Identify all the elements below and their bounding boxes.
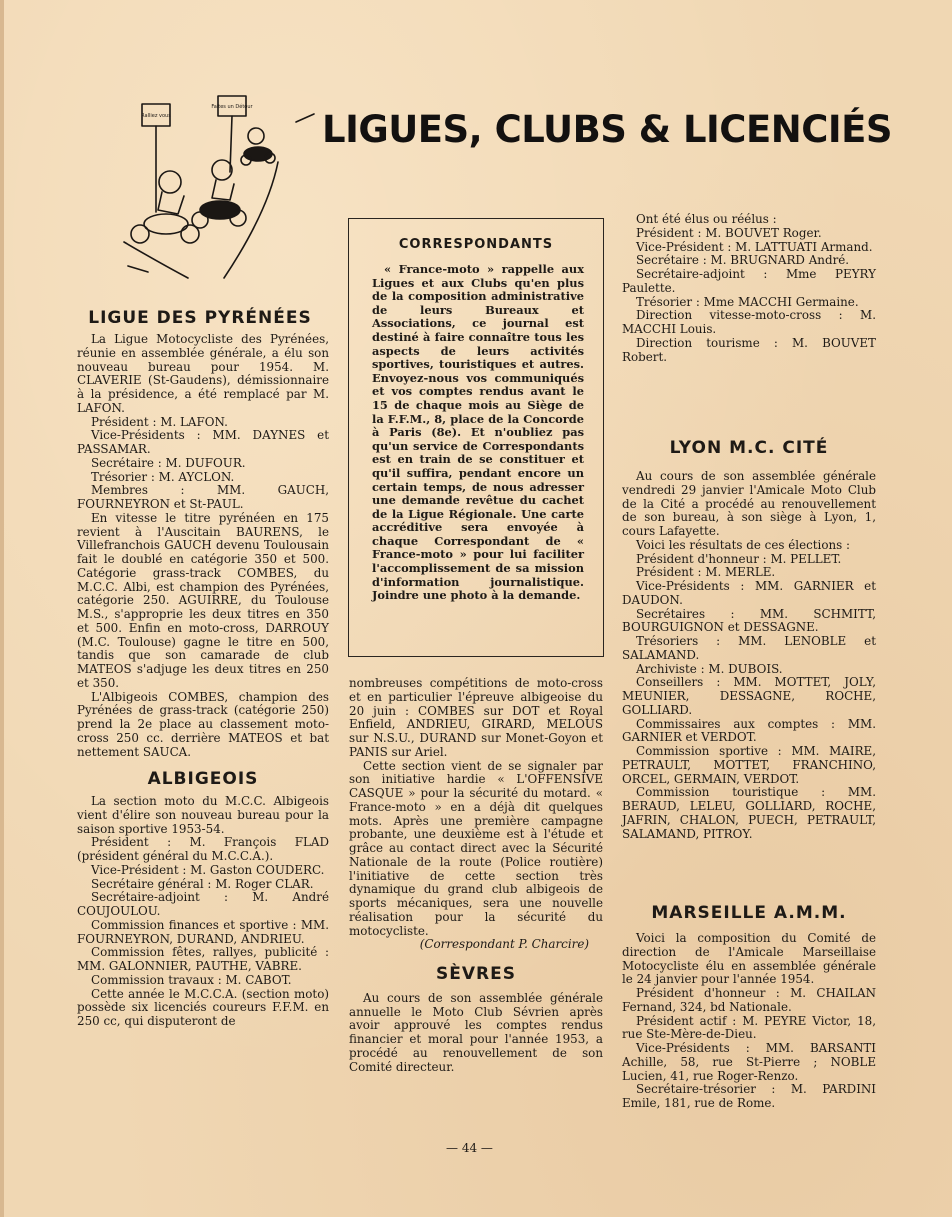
paragraph: Archiviste : M. DUBOIS. [636, 661, 783, 676]
paragraph: Vice-Présidents : MM. DAYNES et PASSAMAR. [77, 428, 329, 456]
paragraph: Vice-Président : M. LATTUATI Armand. [636, 239, 873, 254]
paragraph: Secrétaire-trésorier : M. PARDINI Emile, 181, rue de Rome. [622, 1082, 876, 1110]
paragraph: Commission finances et sportive : MM. FOURNEYRON, DURAND, ANDRIEU. [77, 917, 329, 946]
paragraph: Secrétaire : M. DUFOUR. [91, 455, 246, 470]
paragraph: Président : M. LAFON. [91, 414, 228, 429]
article-lyon [622, 470, 876, 841]
paragraph: Président d'honneur : M. CHAILAN Fernand, 324, bd Nationale. [622, 986, 876, 1014]
paragraph: Ont été élus ou réélus : [636, 212, 777, 226]
sign-text-left: Ralliez vous [141, 113, 171, 119]
paragraph: Membres : MM. GAUCH, FOURNEYRON et St-PAUL. [77, 483, 329, 511]
paragraph: Secrétaire : M. BRUGNARD André. [636, 253, 850, 268]
paragraph: Président : M. MERLE. [636, 565, 776, 580]
article-ligue-pyrenees [77, 333, 329, 1029]
paragraph: Direction tourisme : M. BOUVET Robert. [622, 335, 876, 364]
paragraph: Voici la composition du Comité de direction de l'Amicale Marseillaise Motocycliste élu en assemblée générale le 24 janvier pour l'année 1954. [622, 931, 876, 987]
scooter-riders-illustration [118, 92, 318, 288]
paragraph: Au cours de son assemblée générale vendredi 29 janvier l'Amicale Moto Club de la Cité a procédé au renouvellement de son bureau, à son siège à Lyon, 1, cours Lafayette. [622, 469, 876, 538]
heading-sevres: SÈVRES [436, 964, 516, 984]
article-sevres-continued [622, 213, 876, 364]
heading-marseille: MARSEILLE A.M.M. [651, 903, 847, 923]
paragraph: Conseillers : MM. MOTTET, JOLY, MEUNIER, DESSAGNE, ROCHE, GOLLIARD. [622, 675, 876, 717]
heading-ligue-pyrenees: LIGUE DES PYRÉNÉES [88, 308, 312, 328]
article-marseille [622, 932, 876, 1111]
paragraph: Voici les résultats de ces élections : [636, 537, 851, 552]
paragraph: Vice-Présidents : MM. BARSANTI Achille, 58, rue St-Pierre ; NOBLE Lucien, 41, rue Roger-Renzo. [622, 1041, 876, 1083]
paragraph: La section moto du M.C.C. Albigeois vient d'élire son nouveau bureau pour la saison sportive 1953-54. [77, 794, 329, 836]
paragraph: Président : M. BOUVET Roger. [636, 225, 822, 240]
paragraph: Secrétaire-adjoint : M. André COUJOULOU. [77, 890, 329, 918]
heading-correspondants: CORRESPONDANTS [398, 237, 554, 252]
paragraph: Cette année le M.C.C.A. (section moto) possède six licenciés coureurs F.F.M. en 250 cc, qui disputeront de [77, 986, 329, 1028]
paragraph: Trésorier : M. AYCLON. [91, 469, 235, 484]
paragraph: Direction vitesse-moto-cross : M. MACCHI Louis. [622, 308, 876, 336]
paragraph: « France-moto » rappelle aux Ligues et aux Clubs qu'en plus de la composition administrative de leurs Bureaux et Associations, ce journal est destiné à faire connaître tous les aspects de leurs activités sportives, touristiques et autres. Envoyez-nous vos communiqués et vos comptes rendus avant le 15 de chaque mois au Siège de la F.F.M., 8, place de la Concorde à Paris (8e). Et n'oubliez pas qu'un service de Correspondants est en train de se constituer et qu'il suffira, pendant encore un certain temps, de nous adresser une demande revêtue du cachet de la Ligue Régionale. Une carte accréditive sera envoyée à chaque Correspondant de « France-moto » pour lui faciliter l'accomplissement de sa mission d'information journalistique. Joindre une photo à la demande. [372, 262, 584, 603]
paragraph: Vice-Présidents : MM. GARNIER et DAUDON. [622, 579, 876, 607]
paragraph: Vice-Président : M. Gaston COUDERC. [91, 862, 325, 877]
article-albigeois-continued [349, 677, 603, 1074]
paragraph: En vitesse le titre pyrénéen en 175 revient à l'Auscitain BAURENS, le Villefranchois GAUCH devenu Toulousain fait le doublé en catégorie 350 et 500. Catégorie grass-track COMBES, du M.C.C. Albi, est champion des Pyrénées, catégorie 250. AGUIRRE, du Toulouse M.S., s'approprie les deux titres en 350 et 500. Enfin en moto-cross, DARROUY (M.C. Toulouse) gagne le titre en 500, tandis que son camarade de club MATEOS s'adjuge les deux titres en 250 et 350. [77, 510, 329, 690]
paragraph: La Ligue Motocycliste des Pyrénées, réunie en assemblée générale, a élu son nouveau bureau pour 1954. M. CLAVERIE (St-Gaudens), démissionnaire à la présidence, a été remplacé par M. LAFON. [77, 332, 329, 415]
paragraph: Commissaires aux comptes : MM. GARNIER et VERDOT. [622, 716, 876, 745]
paragraph: Trésoriers : MM. LENOBLE et SALAMAND. [622, 634, 876, 662]
paragraph: nombreuses compétitions de moto-cross et en particulier l'épreuve albigeoise du 20 juin : COMBES sur DOT et Royal Enfield, ANDRIEU, GIRARD, MELOUS sur N.S.U., DURAND sur Monet-Goyon et PANIS sur Ariel. [349, 676, 603, 759]
paragraph: Secrétaire général : M. Roger CLAR. [91, 876, 314, 891]
paragraph: L'Albigeois COMBES, champion des Pyrénées de grass-track (catégorie 250) prend la 2e place au classement moto-cross 250 cc. derrière MATEOS et bat nettement SAUCA. [77, 689, 329, 759]
paragraph: Président : M. François FLAD (président général du M.C.C.A.). [77, 835, 329, 863]
paragraph: Trésorier : Mme MACCHI Germaine. [636, 294, 859, 309]
page-edge [0, 0, 4, 1217]
paragraph: Président d'honneur : M. PELLET. [636, 551, 842, 566]
correspondants-box [348, 218, 604, 657]
paragraph: Commission travaux : M. CABOT. [91, 972, 292, 987]
signature: (Correspondant P. Charcire) [419, 937, 589, 952]
correspondants-notice [372, 263, 584, 603]
paragraph: Commission fêtes, rallyes, publicité : MM. GALONNIER, PAUTHE, VABRE. [77, 945, 329, 973]
paragraph: Président actif : M. PEYRE Victor, 18, rue Ste-Mère-de-Dieu. [622, 1013, 876, 1042]
page-number: — 44 — [446, 1141, 493, 1155]
page-title: LIGUES, CLUBS & LICENCIÉS [322, 108, 893, 151]
heading-lyon: LYON M.C. CITÉ [669, 438, 829, 458]
paragraph: Commission touristique : MM. BERAUD, LELEU, GOLLIARD, ROCHE, JAFRIN, CHALON, PUECH, PETRAULT, SALAMAND, PITROY. [622, 785, 876, 841]
paragraph: Secrétaires : MM. SCHMITT, BOURGUIGNON et DESSAGNE. [622, 606, 876, 635]
paragraph: Cette section vient de se signaler par son initiative hardie « L'OFFENSIVE CASQUE » pour la sécurité du motard. « France-moto » en a déjà dit quelques mots. Après une première campagne probante, une deuxième est à l'étude et grâce au contact direct avec la Sécurité Nationale de la route (Police routière) l'initiative de cette section très dynamique du grand club albigeois de sports mécaniques, sera une nouvelle réalisation pour la sécurité du motocycliste. [349, 758, 603, 938]
sign-text-right: Faites un Détour [211, 104, 253, 110]
paragraph: Au cours de son assemblée générale annuelle le Moto Club Sévrien après avoir approuvé les comptes rendus financier et moral pour l'année 1953, a procédé au renouvellement de son Comité directeur. [349, 990, 603, 1074]
paragraph: Commission sportive : MM. MAIRE, PETRAULT, MOTTET, FRANCHINO, ORCEL, GERMAIN, VERDOT. [622, 744, 876, 786]
paragraph: Secrétaire-adjoint : Mme PEYRY Paulette. [622, 267, 876, 295]
heading-albigeois: ALBIGEOIS [147, 769, 259, 790]
